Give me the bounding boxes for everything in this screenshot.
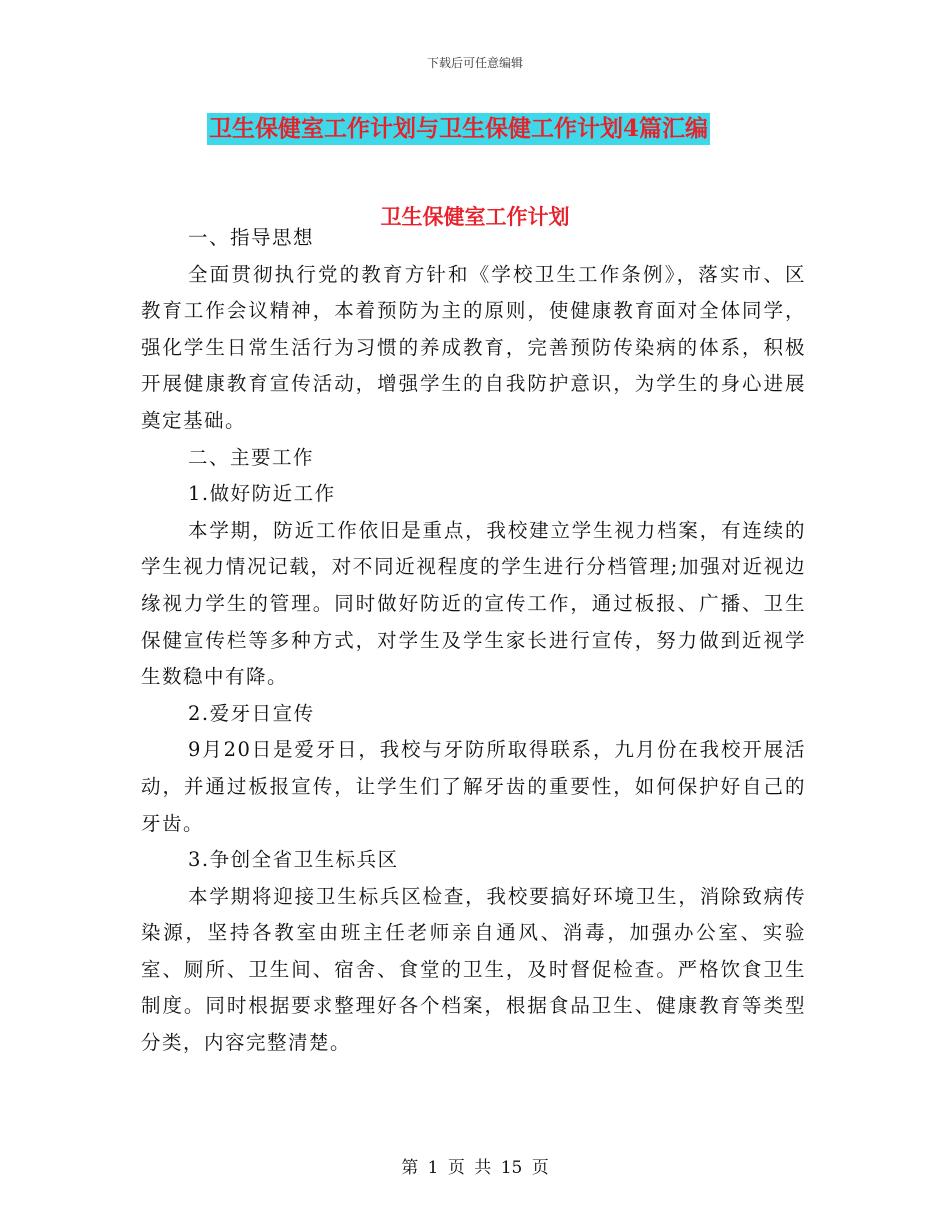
- subheading-myopia-prevention: 1.做好防近工作: [188, 482, 336, 506]
- heading-main-work: 二、主要工作: [188, 445, 315, 469]
- document-title: 卫生保健室工作计划与卫生保健工作计划4篇汇编: [207, 113, 710, 145]
- paragraph-hygiene-district: 本学期将迎接卫生标兵区检查，我校要搞好环境卫生，消除致病传染源，坚持各教室由班主任老师亲自通风、消毒，加强办公室、实验室、厕所、卫生间、宿舍、食堂的卫生，及时督促检查。严格饮食卫生制度。同时根据要求整理好各个档案，根据食品卫生、健康教育等类型分类，内容完整清楚。: [141, 884, 806, 1055]
- header-note: 下载后可任意编辑: [426, 56, 523, 70]
- document-body: [141, 220, 806, 1062]
- heading-guiding-thought: 一、指导思想: [188, 226, 315, 249]
- page-footer: 第 1 页 共 15 页: [401, 1158, 549, 1178]
- paragraph-tooth-day: 9月20日是爱牙日，我校与牙防所取得联系，九月份在我校开展活动，并通过板报宣传，让学生们了解牙齿的重要性，如何保护好自己的牙齿。: [141, 738, 806, 835]
- subheading-tooth-day: 2.爱牙日宣传: [188, 701, 315, 725]
- section-title: 卫生保健室工作计划: [380, 204, 570, 229]
- paragraph-myopia-prevention: 本学期，防近工作依旧是重点，我校建立学生视力档案，有连续的学生视力情况记载，对不同近视程度的学生进行分档管理;加强对近视边缘视力学生的管理。同时做好防近的宣传工作，通过板报、广播、卫生保健宣传栏等多种方式，对学生及学生家长进行宣传，努力做到近视学生数稳中有降。: [141, 518, 806, 689]
- paragraph-guiding-thought: 全面贯彻执行党的教育方针和《学校卫生工作条例》，落实市、区教育工作会议精神，本着预防为主的原则，使健康教育面对全体同学，强化学生日常生活行为习惯的养成教育，完善预防传染病的体系，积极开展健康教育宣传活动，增强学生的自我防护意识，为学生的身心进展奠定基础。: [141, 262, 806, 432]
- subheading-hygiene-district: 3.争创全省卫生标兵区: [188, 848, 399, 872]
